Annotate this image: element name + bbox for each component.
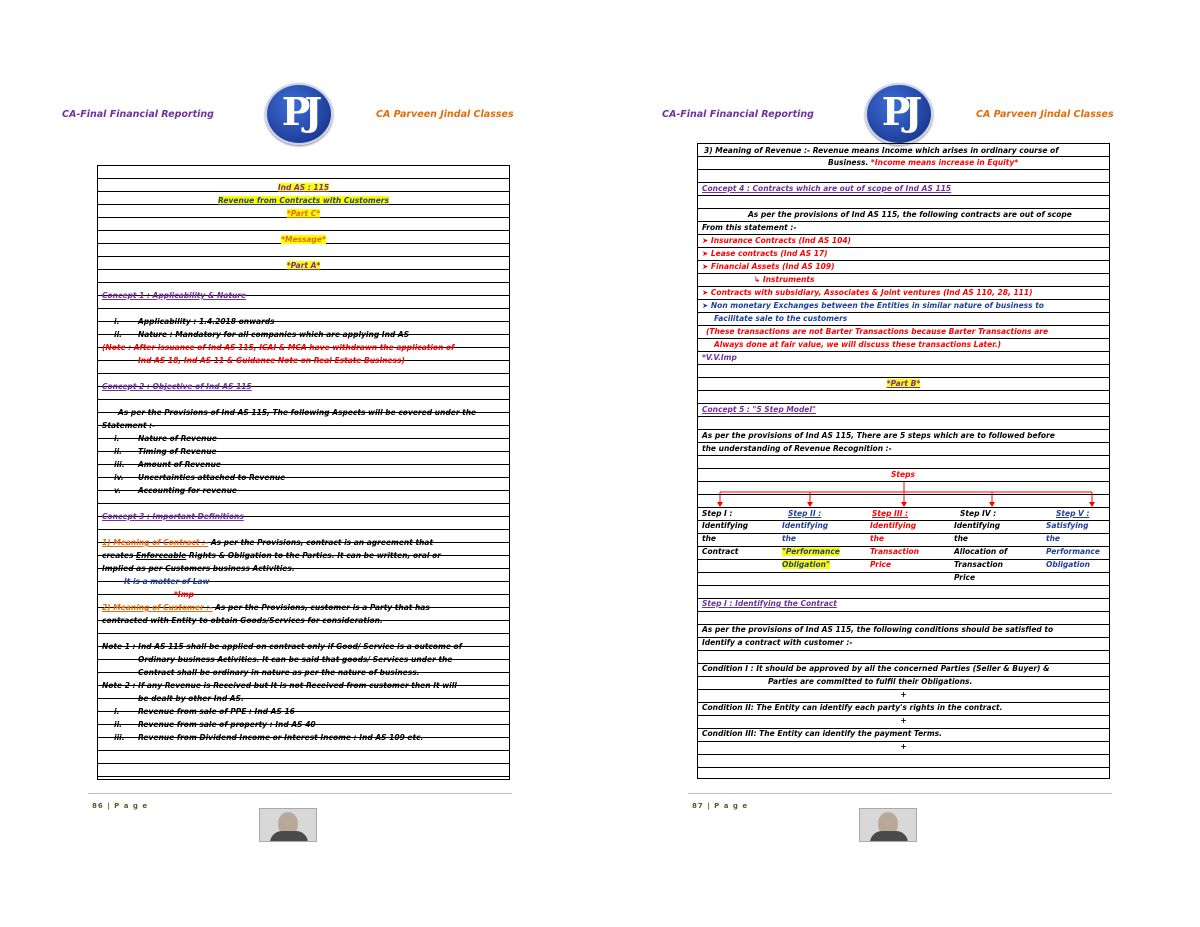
standard-subtitle: Revenue from Contracts with Customers (218, 196, 389, 205)
grid-line (698, 456, 1109, 469)
steps-label: Steps (891, 470, 915, 479)
list-num: i. (114, 434, 120, 443)
header-classes-title: CA Parveen Jindal Classes (376, 109, 514, 120)
notes-sheet (97, 165, 510, 780)
grid-line (698, 391, 1109, 404)
note-1: Note 1 : Ind AS 115 shall be applied on contract only if Good/ Service is a outcome of (102, 642, 462, 651)
author-photo (259, 808, 317, 842)
paragraph: As per the provisions of Ind AS 115, the following conditions should be satisfied to (702, 625, 1054, 634)
note-2: Note 2 : If any Revenue is Received but It is not Received from customer then It will (102, 681, 457, 690)
text: Rights & Obligation to the Parties. It can be written, oral or (186, 551, 441, 560)
step-5-title: Step V : (1056, 509, 1090, 518)
list-num: v. (114, 486, 122, 495)
page-number: 87 | P a g e (692, 802, 749, 810)
scope-text: Facilitate sale to the customers (714, 314, 848, 323)
scope-text: Contracts with subsidiary, Associates & Joint ventures (Ind AS 110, 28, 111) (710, 288, 1033, 297)
step-text: Contract (702, 547, 739, 556)
scope-text: Insurance Contracts (Ind AS 104) (710, 236, 851, 245)
author-photo (859, 808, 917, 842)
step-text: Satisfying (1046, 521, 1089, 530)
scope-text: Non monetary Exchanges between the Entities in similar nature of business to (710, 301, 1044, 310)
grid-line (698, 417, 1109, 430)
enforceable-word: Enforceable (136, 551, 187, 560)
grid-line (98, 166, 509, 179)
step-text: Identifying (782, 521, 829, 530)
steps-connector (698, 480, 1111, 510)
grid-line (98, 270, 509, 283)
concept-4-heading: Concept 4 : Contracts which are out of scope of Ind AS 115 (702, 184, 952, 193)
grid-line (698, 365, 1109, 378)
step-text: Price (954, 573, 976, 582)
step-text: Identifying (870, 521, 917, 530)
header-course-title: CA-Final Financial Reporting (62, 109, 214, 120)
part-b-label: *Part B* (886, 379, 921, 388)
step-text: Obligation (1046, 560, 1090, 569)
note-text: (Note : After issuance of Ind AS 115, ICAI & MCA have withdrawn the application of (102, 343, 455, 352)
scope-item: ➤ Insurance Contracts (Ind AS 104) (702, 236, 851, 245)
part-a-label: *Part A* (286, 261, 321, 270)
paragraph: Statement :- (102, 421, 156, 430)
note-text: Ind AS 18, Ind AS 11 & Guidance Note on Real Estate Business) (138, 356, 405, 365)
grid-line (698, 755, 1109, 768)
list-item: Amount of Revenue (138, 460, 221, 469)
grid-line (698, 196, 1109, 209)
scope-subitem: ↳ Instruments (754, 275, 815, 284)
paragraph: As per the provisions of Ind AS 115, the following contracts are out of scope (748, 210, 1072, 219)
barter-note: Always done at fair value, we will discuss these transactions Later.) (714, 340, 1002, 349)
grid-line (698, 170, 1109, 183)
footer-rule (88, 793, 512, 794)
scope-item: ➤ Non monetary Exchanges between the Entities in similar nature of business to (702, 301, 1044, 310)
list-num: iii. (114, 460, 125, 469)
list-num: ii. (114, 720, 122, 729)
step-text: Transaction (954, 560, 1004, 569)
condition-1: Condition I : It should be approved by all the concerned Parties (Seller & Buyer) & (702, 664, 1050, 673)
scope-text: Financial Assets (Ind AS 109) (710, 262, 835, 271)
step-text: "Performance (782, 547, 840, 556)
plus-sign: + (900, 742, 907, 751)
list-item: Timing of Revenue (138, 447, 217, 456)
pj-logo (865, 83, 933, 145)
list-num: i. (114, 317, 120, 326)
definition-line: Implied as per Customers business Activities. (102, 564, 295, 573)
notes-sheet (697, 143, 1110, 779)
step-text: the (870, 534, 885, 543)
standard-title: Ind AS : 115 (277, 183, 330, 192)
grid-line (698, 612, 1109, 625)
condition-2: Condition II: The Entity can identify each party's rights in the contract. (702, 703, 1003, 712)
paragraph: the understanding of Revenue Recognition :- (702, 444, 892, 453)
header-classes-title: CA Parveen Jindal Classes (976, 109, 1114, 120)
scope-item: ➤ Financial Assets (Ind AS 109) (702, 262, 835, 271)
list-num: ii. (114, 447, 122, 456)
condition-3: Condition III: The Entity can identify the payment Terms. (702, 729, 942, 738)
step-text: the (702, 534, 717, 543)
list-num: iv. (114, 473, 124, 482)
list-item: Accounting for revenue (138, 486, 238, 495)
definition-head: 1) Meaning of Contract :- (102, 538, 209, 547)
paragraph: Identify a contract with customer :- (702, 638, 853, 647)
condition-1-line: Parties are committed to fulfil their Obligations. (768, 677, 973, 686)
list-num: ii. (114, 330, 122, 339)
definition-text: As per the Provisions, contract is an agreement that (208, 538, 434, 547)
step-3-title: Step III : (872, 509, 909, 518)
step-1-heading: Step I : Identifying the Contract (702, 599, 837, 608)
imp-marker: *Imp (174, 590, 194, 599)
grid-line (698, 352, 1109, 365)
header-course-title: CA-Final Financial Reporting (662, 109, 814, 120)
step-text: Identifying (702, 521, 749, 530)
concept-2-heading: Concept 2 : Objective of Ind AS 115 (102, 382, 252, 391)
plus-sign: + (900, 690, 907, 699)
grid-line (698, 651, 1109, 664)
list-num: iii. (114, 733, 125, 742)
list-item: Nature of Revenue (138, 434, 217, 443)
step-text: Obligation" (782, 560, 830, 569)
note-1-line: Ordinary business Activities. It can be said that goods/ Services under the (138, 655, 453, 664)
plus-sign: + (900, 716, 907, 725)
revenue-meaning: 3) Meaning of Revenue :- Revenue means Income which arises in ordinary course of (704, 146, 1059, 155)
list-item: Revenue from sale of PPE : Ind AS 16 (138, 707, 295, 716)
step-text: Identifying (954, 521, 1001, 530)
step-text: the (1046, 534, 1061, 543)
step-text: the (954, 534, 969, 543)
concept-1-heading: Concept 1 : Applicability & Nature (102, 291, 247, 300)
step-2-title: Step II : (788, 509, 822, 518)
definition-line (102, 551, 441, 560)
definition-contract (102, 538, 433, 547)
step-text: Transaction (870, 547, 920, 556)
scope-text: Instruments (762, 275, 815, 284)
text: creates (102, 551, 137, 560)
list-item: Revenue from sale of property : Ind AS 40 (138, 720, 316, 729)
step-text: Allocation of (954, 547, 1008, 556)
list-item: Revenue from Dividend Income or Interest Income : Ind AS 109 etc. (138, 733, 424, 742)
vv-imp-marker: *V.V.Imp (702, 353, 737, 362)
grid-line (98, 751, 509, 764)
page-number: 86 | P a g e (92, 802, 149, 810)
paragraph: As per the provisions of Ind AS 115, There are 5 steps which are to followed before (702, 431, 1055, 440)
footer-rule (688, 793, 1112, 794)
list-item: Nature : Mandatory for all companies which are applying Ind AS (138, 330, 410, 339)
concept-5-heading: Concept 5 : "5 Step Model" (702, 405, 816, 414)
logo-letters: PJ (881, 89, 917, 134)
part-c-label: *Part C* (286, 209, 321, 218)
scope-item: ➤ Lease contracts (Ind AS 17) (702, 249, 828, 258)
list-item: Uncertainties attached to Revenue (138, 473, 286, 482)
grid-line (98, 764, 509, 777)
barter-note: (These transactions are not Barter Transactions because Barter Transactions are (706, 327, 1049, 336)
revenue-meaning-line (828, 158, 1018, 167)
logo-letters: PJ (281, 89, 317, 134)
definition-text: As per the Provisions, customer is a Party that has (212, 603, 430, 612)
definition-head: 2) Meaning of Customer :- (102, 603, 213, 612)
equity-note: *Income means increase in Equity* (870, 158, 1019, 167)
grid-line (98, 244, 509, 257)
step-text: Performance (1046, 547, 1100, 556)
law-note: It is a matter of Law (124, 577, 210, 586)
pj-logo (265, 83, 333, 145)
list-num: i. (114, 707, 120, 716)
list-item: Applicability : 1.4.2018 onwards (138, 317, 275, 326)
message-label: *Message* (281, 235, 326, 244)
definition-customer (102, 603, 430, 612)
note-2-line: be dealt by other Ind AS. (138, 694, 244, 703)
grid-line (98, 218, 509, 231)
definition-line: contracted with Entity to obtain Goods/Services for consideration. (102, 616, 383, 625)
concept-3-heading: Concept 3 : Important Definitions (102, 512, 244, 521)
note-1-line: Contract shall be ordinary in nature as per the nature of business. (138, 668, 420, 677)
grid-line (698, 573, 1109, 586)
scope-item: ➤ Contracts with subsidiary, Associates & Joint ventures (Ind AS 110, 28, 111) (702, 288, 1033, 297)
paragraph: From this statement :- (702, 223, 797, 232)
step-4-title: Step IV : (960, 509, 997, 518)
right-page (600, 0, 1200, 927)
step-1-title: Step I : (702, 509, 733, 518)
text: Business. (828, 158, 871, 167)
paragraph: As per the Provisions of Ind AS 115, The following Aspects will be covered under the (118, 408, 477, 417)
step-text: the (782, 534, 797, 543)
grid-line (698, 586, 1109, 599)
scope-text: Lease contracts (Ind AS 17) (710, 249, 828, 258)
step-text: Price (870, 560, 892, 569)
